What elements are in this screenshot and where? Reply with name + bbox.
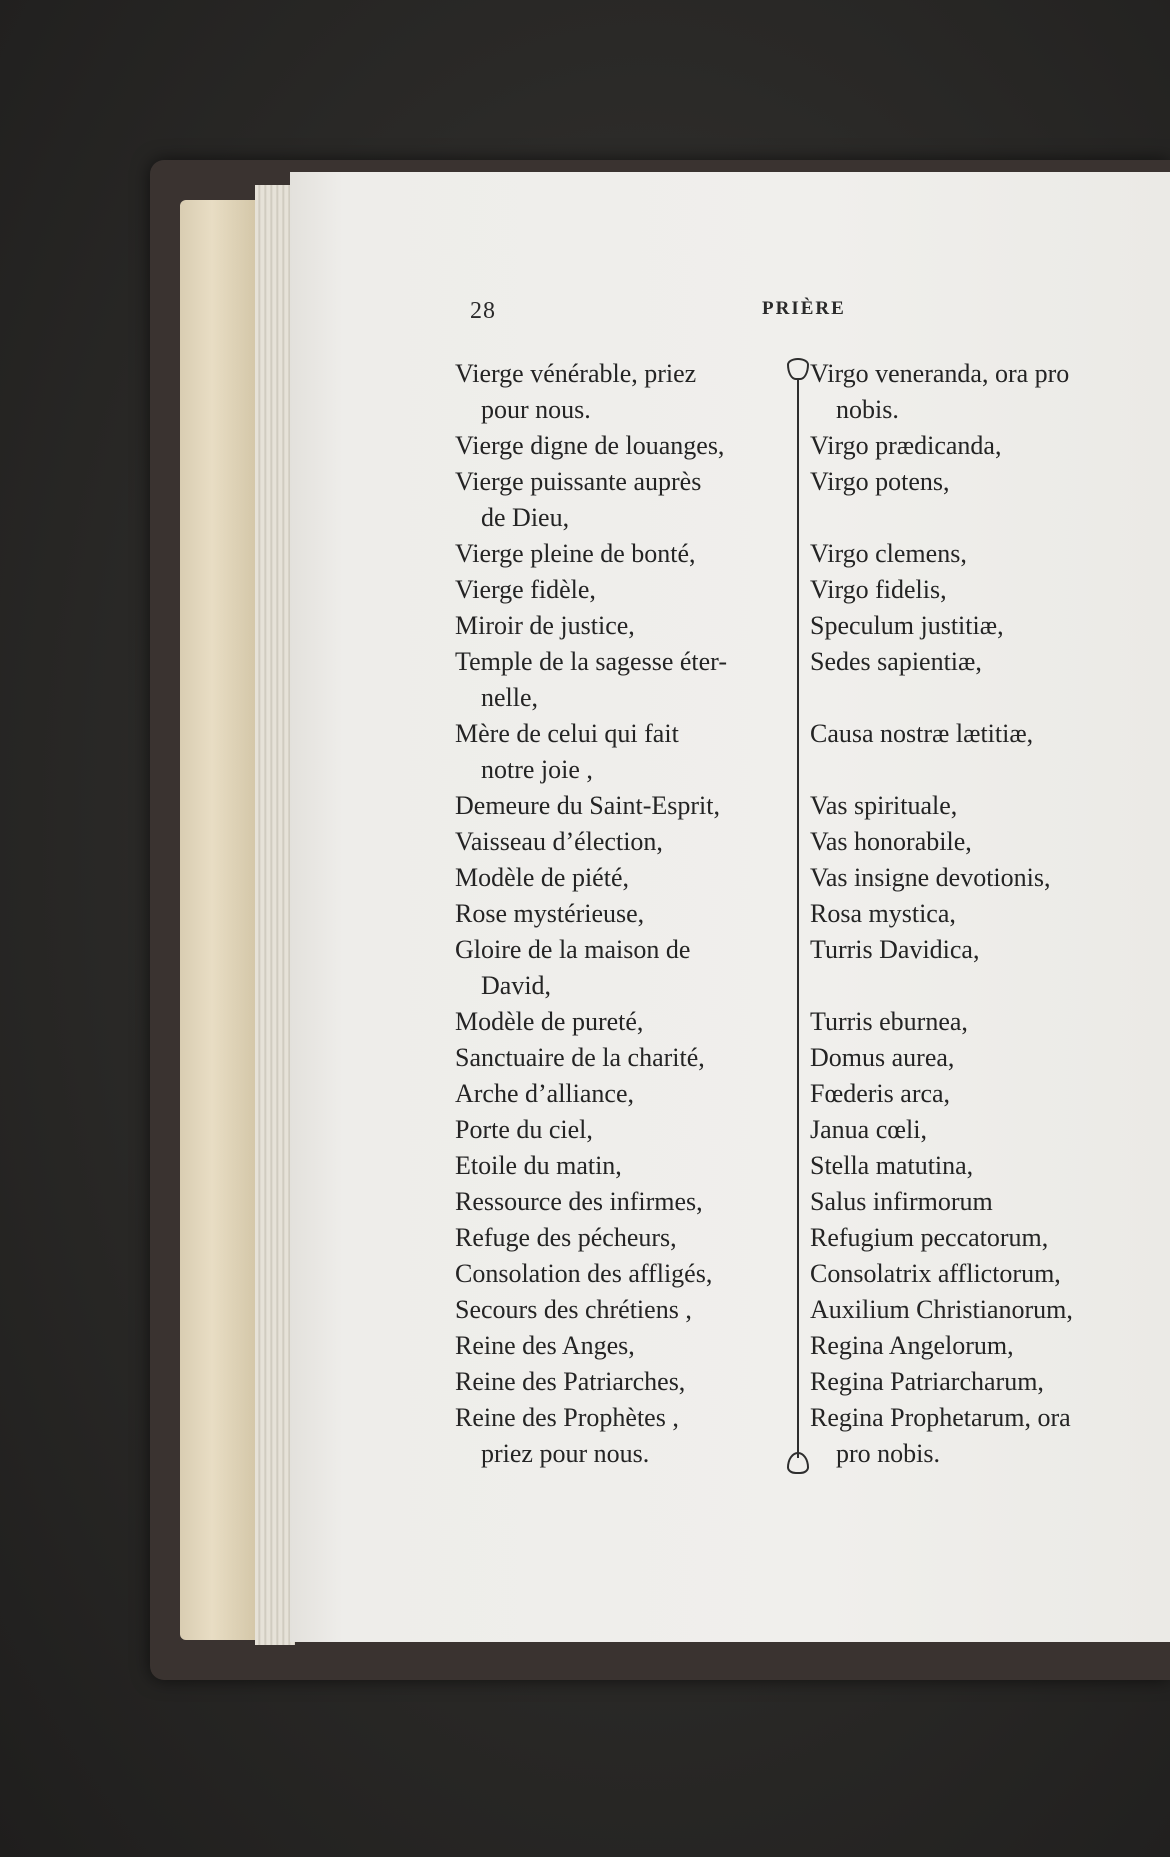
french-line: Miroir de justice,	[455, 611, 635, 640]
latin-line: Regina Prophetarum, ora	[810, 1403, 1071, 1432]
page-number: 28	[470, 298, 496, 324]
latin-line: Vas insigne devotionis,	[810, 863, 1051, 892]
latin-line: Speculum justitiæ,	[810, 611, 1004, 640]
french-line: notre joie ,	[481, 755, 593, 784]
french-line: Consolation des affligés,	[455, 1259, 713, 1288]
latin-column	[810, 356, 1140, 1472]
latin-line: Regina Patriarcharum,	[810, 1367, 1044, 1396]
page-edge-left	[180, 200, 260, 1640]
latin-line: Virgo potens,	[810, 467, 950, 496]
french-line: Vaisseau d’élection,	[455, 827, 663, 856]
latin-line: Causa nostræ lætitiæ,	[810, 719, 1034, 748]
latin-line: Virgo prædicanda,	[810, 431, 1002, 460]
latin-line: Vas honorabile,	[810, 827, 972, 856]
french-line: pour nous.	[481, 395, 591, 424]
latin-line: Rosa mystica,	[810, 899, 956, 928]
french-line: Vierge pleine de bonté,	[455, 539, 696, 568]
column-divider	[797, 378, 799, 1458]
latin-line	[810, 968, 1140, 1004]
page-stack	[255, 185, 295, 1645]
french-line: Reine des Patriarches,	[455, 1367, 686, 1396]
french-line: Vierge digne de louanges,	[455, 431, 725, 460]
latin-line: Virgo veneranda, ora pro	[810, 359, 1070, 388]
french-line: Ressource des infirmes,	[455, 1187, 703, 1216]
french-line: Arche d’alliance,	[455, 1079, 635, 1108]
french-line: David,	[481, 971, 552, 1000]
french-line: Vierge puissante auprès	[455, 467, 702, 496]
french-line: nelle,	[481, 683, 539, 712]
french-column	[455, 356, 785, 1472]
french-line: Vierge vénérable, priez	[455, 359, 697, 388]
latin-line: Sedes sapientiæ,	[810, 647, 982, 676]
latin-line: Domus aurea,	[810, 1043, 955, 1072]
latin-line: pro nobis.	[836, 1439, 940, 1468]
latin-line: Virgo fidelis,	[810, 575, 947, 604]
latin-line: Regina Angelorum,	[810, 1331, 1014, 1360]
running-title: PRIÈRE	[762, 298, 846, 319]
latin-line: Fœderis arca,	[810, 1079, 951, 1108]
french-line: Modèle de pureté,	[455, 1007, 644, 1036]
french-line: Rose mystérieuse,	[455, 899, 645, 928]
latin-line: Turris eburnea,	[810, 1007, 968, 1036]
french-line: Reine des Anges,	[455, 1331, 635, 1360]
latin-line: Turris Davidica,	[810, 935, 980, 964]
french-line: de Dieu,	[481, 503, 570, 532]
latin-line: Janua cœli,	[810, 1115, 927, 1144]
french-line: Gloire de la maison de	[455, 935, 691, 964]
french-line: Modèle de piété,	[455, 863, 629, 892]
french-line: Refuge des pécheurs,	[455, 1223, 677, 1252]
french-line: priez pour nous.	[481, 1439, 650, 1468]
latin-line: Salus infirmorum	[810, 1187, 993, 1216]
french-line: Temple de la sagesse éter-	[455, 647, 727, 676]
french-line: Vierge fidèle,	[455, 575, 596, 604]
latin-line: Stella matutina,	[810, 1151, 974, 1180]
latin-line: Vas spirituale,	[810, 791, 958, 820]
french-line: Demeure du Saint-Esprit,	[455, 791, 720, 820]
french-line: Porte du ciel,	[455, 1115, 593, 1144]
latin-line: Consolatrix afflictorum,	[810, 1259, 1061, 1288]
latin-line: Virgo clemens,	[810, 539, 967, 568]
french-line: Reine des Prophètes ,	[455, 1403, 679, 1432]
latin-line: Auxilium Christianorum,	[810, 1295, 1073, 1324]
latin-line: Refugium peccatorum,	[810, 1223, 1049, 1252]
french-line: Etoile du matin,	[455, 1151, 622, 1180]
french-line: Sanctuaire de la charité,	[455, 1043, 705, 1072]
latin-line	[810, 680, 1140, 716]
latin-line	[810, 752, 1140, 788]
latin-line: nobis.	[836, 395, 899, 424]
latin-line	[810, 500, 1140, 536]
french-line: Mère de celui qui fait	[455, 719, 679, 748]
french-line: Secours des chrétiens ,	[455, 1295, 692, 1324]
